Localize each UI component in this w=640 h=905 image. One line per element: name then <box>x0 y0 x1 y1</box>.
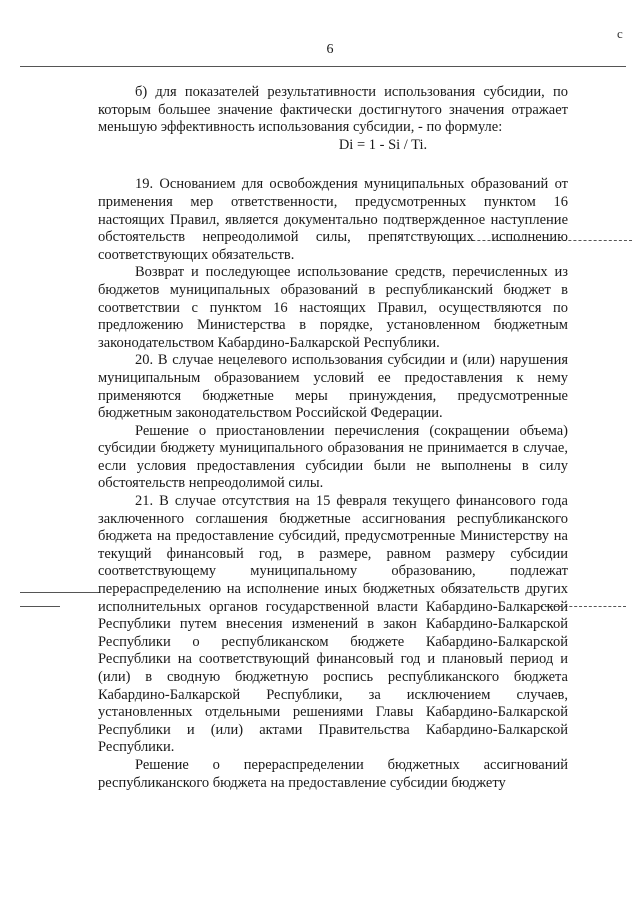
corner-mark: с <box>617 26 623 41</box>
formula: Di = 1 - Si / Ti. <box>338 136 428 153</box>
paragraph-19-return: Возврат и последующее использование средств, перечисленных из бюджетов муниципальных образований в республиканский бюджет в соответствии с пунктом 16 настоящих Правил, осуществляются по предложению Министерства в порядке, установленном бюджетным законодательством Кабардино-Балкарской Республики. <box>98 264 568 351</box>
paragraph-b: б) для показателей результативности использования субсидии, по которым большее значение фактически достигнутого значения отражает меньшую эффективность использования субсидии, - по формуле: <box>98 84 568 136</box>
scan-artifact-line <box>20 592 100 593</box>
document-body <box>98 84 568 792</box>
page-number: 6 <box>326 42 334 57</box>
paragraph-21-decision: Решение о перераспределении бюджетных ассигнований республиканского бюджета на предоставление субсидии бюджету <box>98 756 568 791</box>
paragraph-20-decision: Решение о приостановлении перечисления (сокращении объема) субсидии бюджету муниципального образования не принимается в случае, если условия предоставления субсидии были не выполнены в силу обстоятельств непреодолимой силы. <box>98 422 568 492</box>
header-rule <box>20 66 626 67</box>
paragraph-gap <box>98 154 568 176</box>
paragraph-21: 21. В случае отсутствия на 15 февраля текущего финансового года заключенного соглашения бюджетные ассигнования республиканского бюджета на предоставление субсидий, предусмотренные Министерству на текущий финансовый год, в размере, равном размеру субсидии соответствующему муниципальному образованию, подлежат перераспределению на исполнение иных бюджетных обязательств других исполнительных органов государственной власти Кабардино-Балкарской Республики путем внесения изменений в закон Кабардино-Балкарской Республики о республиканском бюджете Кабардино-Балкарской Республики на соответствующий финансовый год и плановый период и (или) в сводную бюджетную роспись республиканского бюджета Кабардино-Балкарской Республики, за исключением случаев, установленных отдельными решениями Главы Кабардино-Балкарской Республики и (или) актами Правительства Кабардино-Балкарской Республики. <box>98 493 568 756</box>
paragraph-19: 19. Основанием для освобождения муниципальных образований от применения мер ответственности, предусмотренных пунктом 16 настоящих Правил, является документально подтвержденное наступление обстоятельств непреодолимой силы, препятствующих исполнению соответствующих обязательств. <box>98 176 568 263</box>
paragraph-20: 20. В случае нецелевого использования субсидии и (или) нарушения муниципальным образованием условий ее предоставления к нему применяются бюджетные меры принуждения, предусмотренные бюджетным законодательством Российской Федерации. <box>98 352 568 422</box>
scan-artifact-line <box>20 606 60 607</box>
